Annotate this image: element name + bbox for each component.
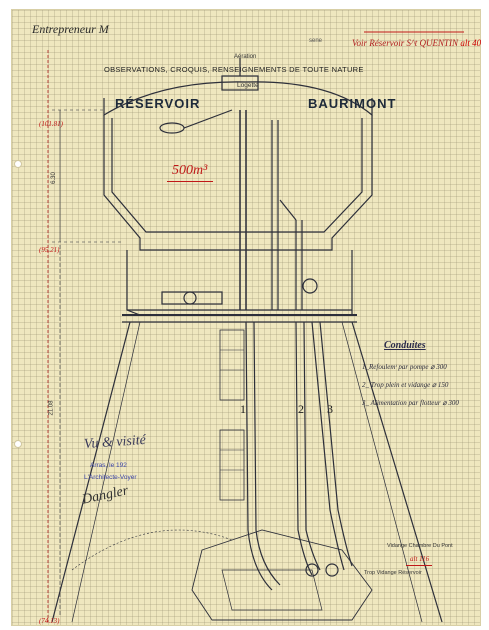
altitude-label: alt 116 xyxy=(410,555,430,563)
reference-prefix: Voir Réservoir xyxy=(352,38,405,48)
elevation-top: (101.81) xyxy=(39,120,63,128)
pipe-number: 2 xyxy=(298,402,304,416)
elevation-mid: (95.21) xyxy=(39,246,60,254)
observations-heading: OBSERVATIONS, CROQUIS, RENSEIGNEMENTS DE TOUTE NATURE xyxy=(104,65,364,74)
drawing-sheet xyxy=(12,10,480,625)
vidange-reservoir-label: Trop Vidange Réservoir xyxy=(364,570,422,576)
legend-item: 2_ Trop plein et vidange ⌀ 150 xyxy=(362,381,449,389)
reference-place: S^t QUENTIN xyxy=(406,38,459,48)
contractor-label: Entrepreneur M xyxy=(32,22,109,36)
pipe-number: 1 xyxy=(240,402,246,416)
aeration-label: Aération xyxy=(234,54,257,60)
elevation-base: (74.13) xyxy=(39,617,60,625)
approval-note: Vu & visité xyxy=(83,432,147,453)
dimension-label: 6.30 xyxy=(50,172,57,184)
stamp-title: L'Architecte-Voyer xyxy=(84,474,137,481)
title-reservoir: RÉSERVOIR xyxy=(115,96,201,111)
legend-item: 1_Refoulemᵗ par pompe ⌀ 300 xyxy=(362,363,447,371)
dimension-label: 21.08 xyxy=(48,400,55,416)
signature: Dangler xyxy=(80,483,130,508)
altitude-underline xyxy=(406,565,432,566)
capacity-underline xyxy=(167,181,213,182)
stamp-date: Arras, le 192 xyxy=(90,462,127,469)
vidange-label: Vidange Chambre Du Pont xyxy=(387,543,453,549)
legend-item: 3_ Alimentation par flotteur ⌀ 300 xyxy=(362,399,459,407)
pipe-number: 3 xyxy=(327,402,333,416)
legend-title: Conduites xyxy=(384,340,426,351)
reference-number: alt 40 xyxy=(460,38,482,48)
header-tag: sene xyxy=(309,38,323,44)
water-tower-drawing xyxy=(12,10,480,625)
lodge-label: Logette xyxy=(237,82,259,89)
capacity-label: 500m³ xyxy=(172,163,208,178)
title-baurimont: BAURIMONT xyxy=(308,96,397,111)
